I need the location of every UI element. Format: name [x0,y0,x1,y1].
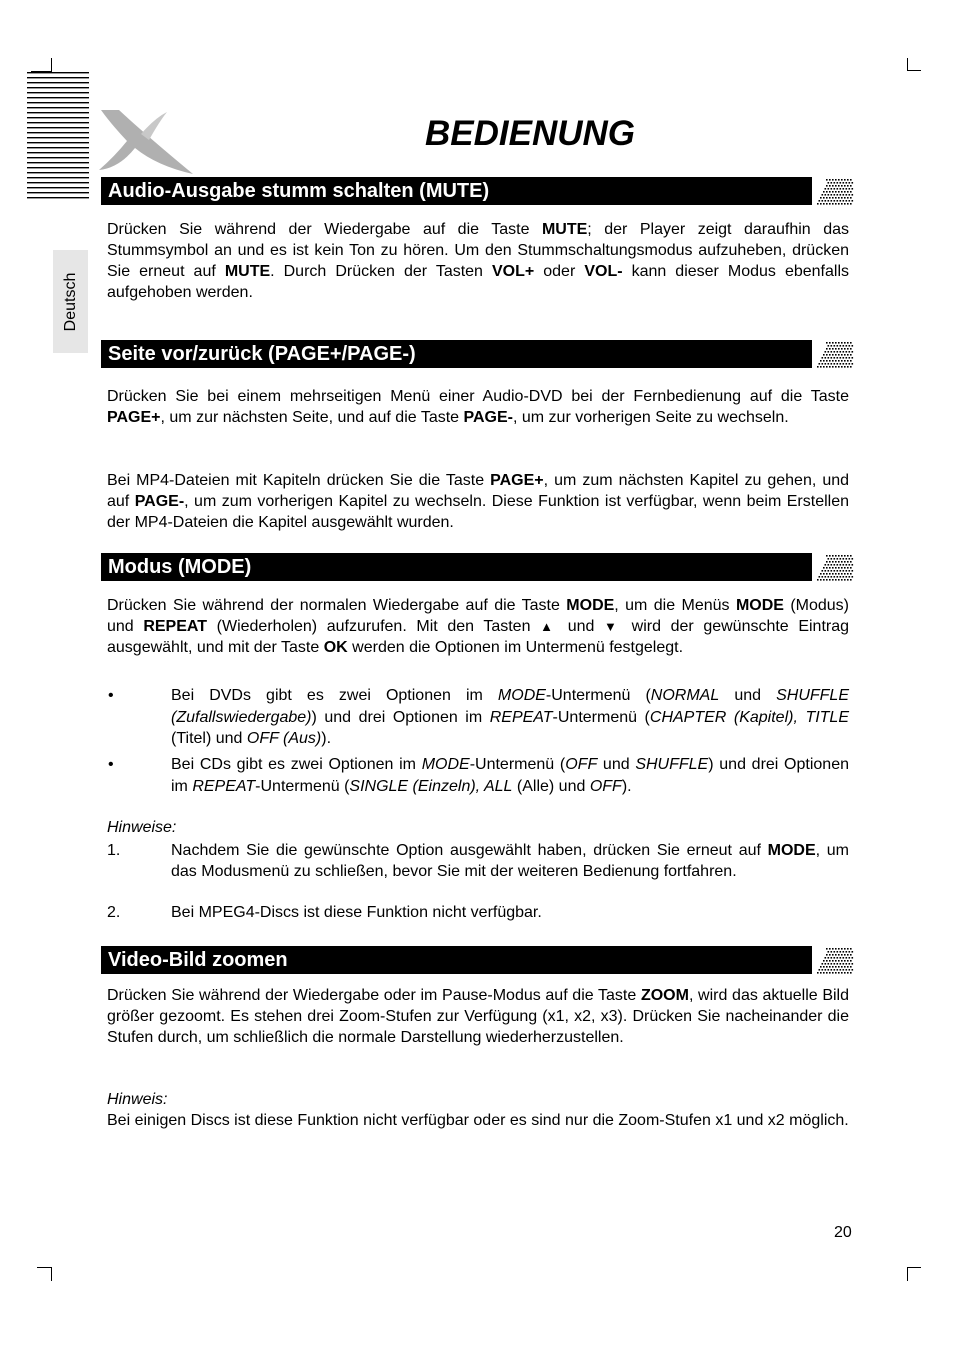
page-number: 20 [834,1224,852,1241]
crop-mark-br-h [907,1267,921,1268]
page-title: BEDIENUNG [424,114,636,153]
list-item: Bei DVDs gibt es zwei Optionen im MODE-Untermenü (NORMAL und SHUFFLE (Zufallswiedergabe)) und drei Optionen im REPEAT-Untermenü (CHAPTER (Kapitel), TITLE (Titel) und OFF (Aus)). [171,687,849,747]
paragraph: Bei MP4-Dateien mit Kapiteln drücken Sie die Taste PAGE+, um zum nächsten Kapitel zu gehen, und auf PAGE-, um zum vorherigen Kapitel zu wechseln. Diese Funktion ist verfügbar, wenn beim Erstellen der MP4-Dateien die Kapitel ausgewählt wurden. [107,472,850,531]
dot-pattern-icon [812,946,854,974]
section-heading-mode [101,553,854,581]
paragraph: Drücken Sie während der Wiedergabe oder im Pause-Modus auf die Taste ZOOM, wird das aktuelle Bild größer gezoomt. Es stehen drei Zoom-Stufen zur Verfügung (x1, x2, x3). Drücken Sie nacheinander die Stufen durch, um schließlich die normale Darstellung wiederherzustellen. [107,987,850,1046]
list-number: 2. [107,904,121,921]
bullet-icon: • [108,687,114,704]
language-tab-label: Deutsch [61,272,79,331]
crop-mark-tl-v [51,58,52,72]
section-heading-label: Video-Bild zoomen [108,949,288,971]
note-label: Hinweis: [107,1091,168,1108]
paragraph: Drücken Sie bei einem mehrseitigen Menü einer Audio-DVD bei der Fernbedienung auf die Taste PAGE+, um zur nächsten Seite, und auf die Taste PAGE-, um zur vorherigen Seite zu wechseln. [107,388,849,426]
language-tab [53,250,88,353]
list-number: 1. [107,842,121,859]
dot-pattern-icon [812,340,854,368]
section-heading-label: Modus (MODE) [108,556,252,578]
section-heading-page [101,340,854,368]
list-item: Nachdem Sie die gewünschte Option ausgewählt haben, drücken Sie erneut auf MODE, um das Modusmenü zu schließen, bevor Sie mit der weiteren Bedienung fortfahren. [171,842,850,880]
note-text: Bei einigen Discs ist diese Funktion nicht verfügbar oder es sind nur die Zoom-Stufen x1 und x2 möglich. [107,1112,849,1129]
arrow-up-icon: ▲ [540,619,559,634]
notes-label: Hinweise: [107,819,177,836]
crop-mark-bl-h [37,1267,52,1268]
paragraph: Drücken Sie während der normalen Wiedergabe auf die Taste MODE, um die Menüs MODE (Modus) und REPEAT (Wiederholen) aufzurufen. Mit den Tasten ▲ und ▼ wird der gewünschte Eintrag ausgewählt, und mit der Taste OK werden die Optionen im Untermenü festgelegt. [107,597,850,656]
section-heading-zoom [101,946,854,974]
section-heading-label: Audio-Ausgabe stumm schalten (MUTE) [108,180,490,202]
dot-pattern-icon [812,177,854,205]
crop-mark-bl-v [51,1267,52,1281]
list-item: Bei MPEG4-Discs ist diese Funktion nicht verfügbar. [171,904,542,921]
bullet-icon: • [108,756,114,773]
section-heading-label: Seite vor/zurück (PAGE+/PAGE-) [108,343,416,365]
crop-mark-br-v [907,1267,908,1281]
crop-mark-tr-h [907,70,921,71]
section-heading-mute [101,177,854,205]
arrow-down-icon: ▼ [604,619,623,634]
list-item: Bei CDs gibt es zwei Optionen im MODE-Untermenü (OFF und SHUFFLE) und drei Optionen im REPEAT-Untermenü (SINGLE (Einzeln), ALL (Alle) und OFF). [171,756,849,795]
dot-pattern-icon [812,553,854,581]
paragraph: Drücken Sie während der Wiedergabe auf die Taste MUTE; der Player zeigt daraufhin das Stummsymbol an und es ist kein Ton zu hören. Um den Stummschaltungsmodus aufzuheben, drücken Sie erneut auf MUTE. Durch Drücken der Tasten VOL+ oder VOL- kann dieser Modus ebenfalls aufgehoben werden. [107,221,850,301]
